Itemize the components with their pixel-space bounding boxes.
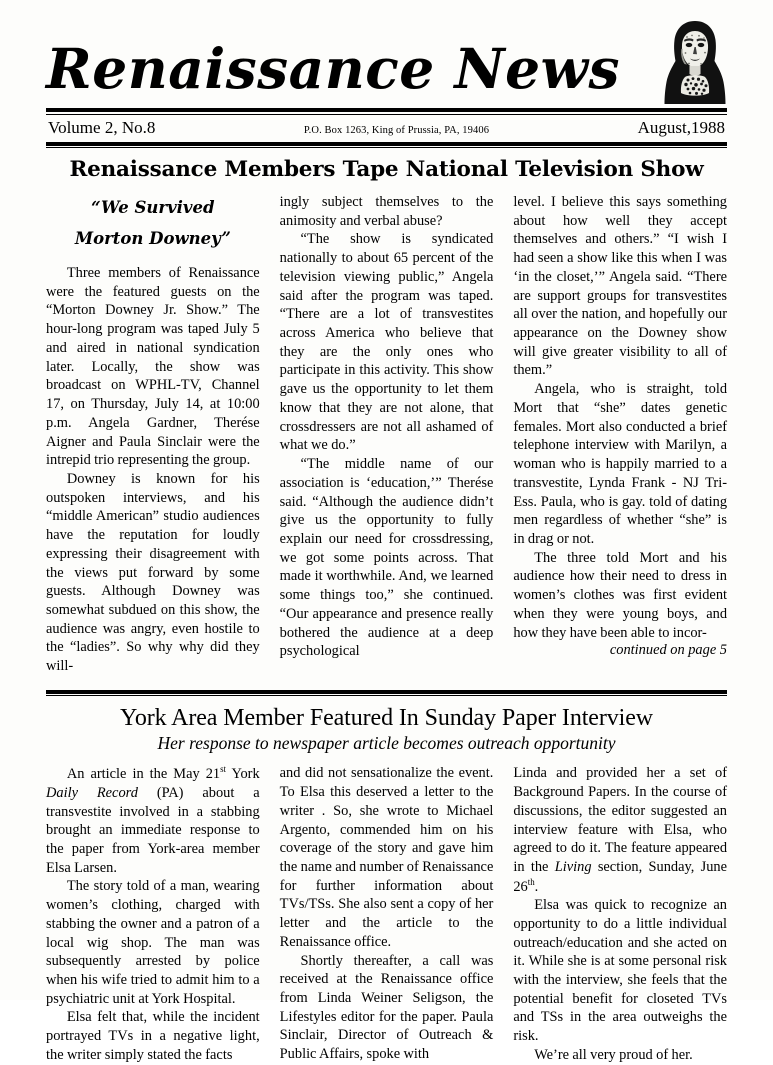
newspaper-name: Daily Record [46, 784, 138, 801]
article1-deck [46, 193, 260, 254]
article2-paragraph: The story told of a man, wearing women’s clothing, charged with stabbing the owner and a patron of a local wig shop. The man was subsequently arrested by police when his wife tried to admit him to a psychiatric unit at York Hospital. [46, 878, 260, 1007]
article1-headline: Renaissance Members Tape National Television Show [69, 157, 704, 182]
article1-paragraph: “The show is syndicated nationally to about 65 percent of the television viewing public,” Angela said after the program was taped. “There are a lot of transvestites across America who believe that they are the only ones who participate in this activity. This show gave us the opportunity to let them know that they are not alone, that crossdressers are not all ashamed of what we do.” [279, 231, 494, 454]
article1-paragraph: level. I believe this says something about how well they accept themselves and others.” “I wish I had seen a show like this when I was ‘in the closet,’” Angela said. “There are support groups for transvestites all over the nation, and hopefully our appearance on the Downey show will give greater visibility to all of them.” [513, 194, 728, 379]
article2-column-3 [513, 764, 727, 1064]
ordinal-suffix: th [527, 876, 535, 887]
article1-columns [46, 193, 727, 676]
article2-column-2 [280, 764, 494, 1064]
section-name: Living [554, 858, 592, 875]
article2-paragraph: Shortly thereafter, a call was received at the Renaissance office from Linda Weiner Seligson, the Lifestyles editor for the paper. Paula Sinclair, Director of Outreach & Public Affairs, spoke with [279, 952, 494, 1063]
article1-paragraph: Three members of Renaissance were the featured guests on the “Morton Downey Jr. Show.” The hour-long program was taped July 5 and aired in national syndication later. Locally, the show was broadcast on WPHL-TV, Channel 17, on Thursday, July 14, at 10:00 p.m. Angela Gardner, Therése Aigner and Paula Sinclair were the intrepid trio representing the group. [46, 265, 260, 469]
article2-columns [46, 764, 727, 1064]
article2-subhead: Her response to newspaper article becomes outreach opportunity [157, 733, 616, 754]
newsletter-title: Renaissance News [46, 36, 620, 101]
text-fragment: . [534, 878, 539, 895]
text-fragment: An article in the May 21 [66, 766, 221, 783]
text-fragment: York [226, 766, 260, 783]
article1-deck-line-1: “We Survived [91, 198, 215, 217]
volume-number: Volume 2, No.8 [48, 117, 156, 137]
article1-paragraph: ingly subject themselves to the animosity and verbal abuse? [279, 194, 494, 229]
continued-notice: continued on page 5 [609, 642, 728, 659]
folio-rule-bottom [46, 142, 727, 149]
article-sunday-paper-interview [46, 705, 727, 1064]
article1-paragraph: Angela, who is straight, told Mort that “she” dates genetic females. Mort also conducted a brief telephone interview with Marilyn, a woman who is happily married to a transvestite, Lynda Frank - NJ Tri-Ess. Paula, who is gay. told of dating men regardless of whether “she” is in drag or not. [513, 381, 728, 547]
article1-column-2 [280, 193, 494, 676]
article1-paragraph: The three told Mort and his audience how their need to dress in women’s clothes was first evident when they were young boys, and how they have been able to incor- [513, 549, 728, 641]
article1-column-1 [46, 193, 260, 676]
ordinal-suffix: st [220, 764, 227, 775]
article2-paragraph: We’re all very proud of her. [534, 1046, 693, 1063]
article2-column-1 [46, 764, 260, 1064]
article2-paragraph [513, 764, 727, 896]
text-fragment: (PA) about a transvestite involved in a stabbing brought an immediate response to the paper from York-area member Elsa Larsen. [46, 784, 260, 876]
article2-paragraph [46, 764, 260, 877]
article2-paragraph: and did not sensationalize the event. To Elsa this deserved a letter to the writer . So, she wrote to Michael Argento, commended him on his coverage of the story and gave him the name and number of Renaissance for further information about TVs/TSs. She also sent a copy of her letter and the article to the Renaissance office. [279, 765, 494, 950]
text-fragment: Linda and provided her a set of Background Papers. In the course of discussions, the editor suggested an interview feature with Elsa, who agreed to do it. The feature appeared in the [513, 765, 728, 875]
article1-column-3 [513, 193, 727, 676]
article-section-divider [46, 690, 727, 697]
issue-date: August,1988 [637, 117, 725, 137]
article2-paragraph: Elsa felt that, while the incident portrayed TVs in a negative light, the writer simply stated the facts [46, 1009, 260, 1063]
article1-deck-line-2: Morton Downey” [74, 228, 231, 248]
article2-headline: York Area Member Featured In Sunday Paper Interview [120, 705, 653, 732]
text-fragment: section, Sunday, June 26 [513, 858, 728, 895]
masthead [46, 0, 727, 108]
folio-bar [46, 115, 727, 142]
article-television-show [46, 157, 727, 676]
article1-paragraph: “The middle name of our association is ‘education,’” Therése said. “Although the audience didn’t give us the opportunity to fully explain our need for crossdressing, we got some points across. That made it worthwhile. And, we learned some things too,” she continued. “Our appearance and presence really bothered the audience at a deep psychological [279, 456, 494, 660]
article1-paragraph: Downey is known for his outspoken interviews, and his “middle American” studio audiences have the reputation for loudly expressing their disagreement with the views put forward by some guests. Although Downey was somewhat subdued on this show, the audience was angry, even hostile to the “ladies”. So why why did they will- [46, 470, 260, 675]
article2-paragraph: Elsa was quick to recognize an opportunity to do a little individual outreach/education and she acted on it. While she is at some personal risk with the interview, she feels that the potential benefit for closeted TVs and TSs in the area outweighs the risk. [513, 897, 728, 1045]
mona-lisa-logo-icon [663, 20, 727, 106]
mailing-address: P.O. Box 1263, King of Prussia, PA, 19406 [303, 124, 490, 136]
